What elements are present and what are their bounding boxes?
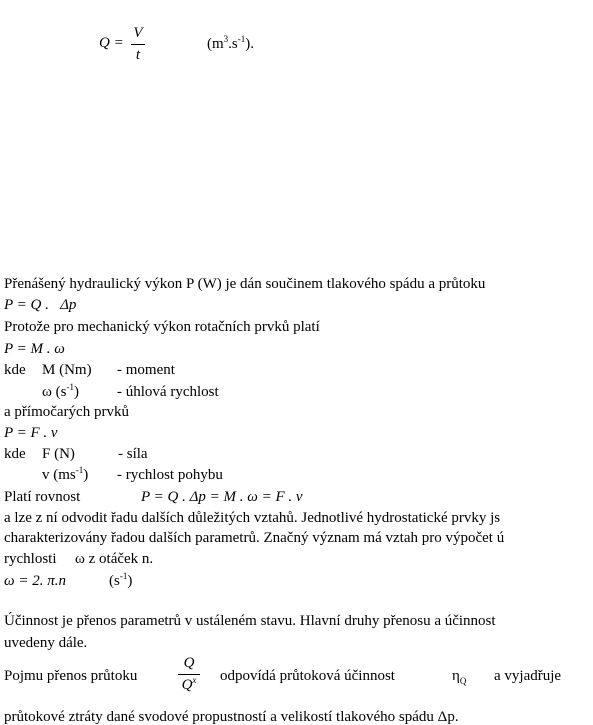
flow-mid-text: odpovídá průtoková účinnost [220,668,395,684]
f-description: - síla [118,446,148,462]
eta-symbol: $\eta_Q$ [452,668,467,686]
mech-intro-text: Protože pro mechanický výkon rotačních prvků platí [4,319,320,335]
kde-label-2: kde [4,446,26,462]
omega-formula-unit: $(s^{-1})$ [109,571,133,589]
kde-label-1: kde [4,362,26,378]
linear-intro-text: a přímočarých prvků [4,404,129,420]
f-symbol: F (N) [42,446,75,462]
formula-q-numerator: V [133,25,143,41]
flow-numerator: Q [183,655,195,671]
equality-label: Platí rovnost [4,489,81,505]
formula-q-fraction [131,26,145,63]
derive-text-2: charakterizovány řadou dalších parametrů. Značný význam má vztah pro výpočet ú [4,530,505,546]
power-intro-text: Přenášený hydraulický výkon P (W) je dán součinem tlakového spádu a průtoku [4,276,486,292]
m-description: - moment [117,362,175,378]
omega-formula: ω = 2. π.n [4,573,66,589]
derive-text-3a: rychlosti [4,551,57,567]
formula-q-denominator: t [135,47,141,63]
formula-q-lhs: Q = [99,35,124,51]
flow-loss-text: průtokové ztráty dané svodové propustností a velikostí tlakového spádu Δp. [4,709,459,725]
power-formula: P = Q . Δp [4,297,77,313]
flow-tail-text: a vyjadřuje [494,668,562,684]
derive-text-1: a lze z ní odvodit řadu dalších důležitých vztahů. Jednotlivé hydrostatické prvky js [4,510,501,526]
v-description: - rychlost pohybu [117,467,223,483]
linear-formula: P = F . v [4,425,58,441]
omega-symbol: ω $(s^{-1})$ [42,382,79,400]
flow-transfer-label: Pojmu přenos průtoku [4,668,138,684]
equality-formula: P = Q . Δp = M . ω = F . v [141,489,303,505]
flow-denominator: $Q^x$ [181,675,197,693]
v-symbol: v $(ms^{-1})$ [42,465,89,483]
mech-formula: P = M . ω [4,341,65,357]
formula-q-unit: $(m^3.s^{-1})$. [207,34,255,52]
derive-text-3b: ω z otáček n. [75,551,154,567]
omega-description: - úhlová rychlost [117,384,219,400]
efficiency-text-1: Účinnost je přenos parametrů v ustáleném stavu. Hlavní druhy přenosu a účinnost [4,613,496,629]
m-symbol: M (Nm) [42,362,92,378]
efficiency-text-2: uvedeny dále. [4,635,88,651]
flow-fraction [178,656,200,693]
